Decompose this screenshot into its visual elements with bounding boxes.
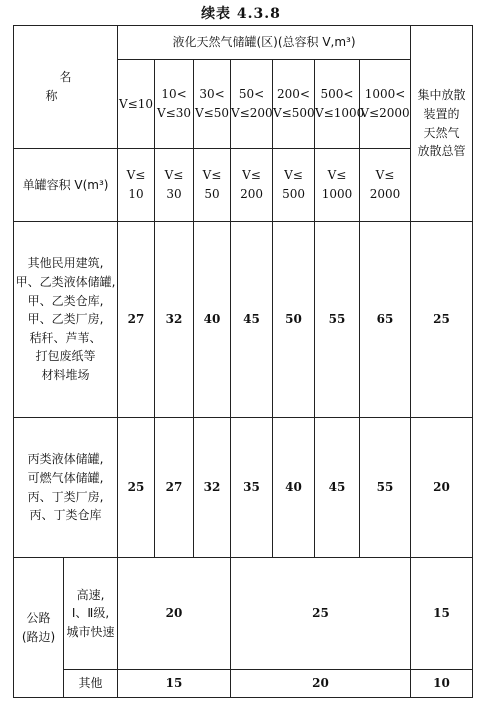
- distance-value: 15: [118, 670, 231, 698]
- single-tank-value: V≤ 1000: [315, 149, 360, 222]
- distance-value: 27: [118, 222, 155, 418]
- distance-value: 65: [360, 222, 411, 418]
- group-header-label: 液化天然气储罐(区)(总容积 V,m³): [172, 35, 356, 50]
- range-header: 200< V≤500: [273, 60, 315, 149]
- distance-value: 45: [231, 222, 273, 418]
- single-tank-value: V≤ 50: [194, 149, 231, 222]
- road-label: 公路 (路边): [14, 558, 64, 698]
- distance-value: 32: [194, 418, 231, 558]
- distance-value: 15: [411, 558, 473, 670]
- distance-value: 25: [118, 418, 155, 558]
- group-header-cell: [118, 26, 411, 60]
- distance-value: 32: [155, 222, 194, 418]
- single-tank-value: V≤ 200: [231, 149, 273, 222]
- distance-value: 20: [411, 418, 473, 558]
- single-tank-label: 单罐容积 V(m³): [14, 149, 118, 222]
- table-row: [14, 558, 473, 670]
- road-highway-label: 高速, Ⅰ、Ⅱ级, 城市快速: [64, 558, 118, 670]
- range-header: 50< V≤200: [231, 60, 273, 149]
- single-tank-value: V≤ 500: [273, 149, 315, 222]
- distance-value: 20: [231, 670, 411, 698]
- table-row: [14, 418, 473, 558]
- distance-value: 55: [360, 418, 411, 558]
- spacing-table: [13, 25, 473, 698]
- road-other-label: 其他: [64, 670, 118, 698]
- distance-value: 27: [155, 418, 194, 558]
- distance-value: 40: [194, 222, 231, 418]
- distance-value: 55: [315, 222, 360, 418]
- distance-value: 50: [273, 222, 315, 418]
- table-row: [14, 670, 473, 698]
- range-header: V≤10: [118, 60, 155, 149]
- range-header: 1000< V≤2000: [360, 60, 411, 149]
- distance-value: 25: [411, 222, 473, 418]
- header-row-1: [14, 26, 473, 60]
- distance-value: 20: [118, 558, 231, 670]
- range-header: 30< V≤50: [194, 60, 231, 149]
- distance-value: 40: [273, 418, 315, 558]
- row-label: 其他民用建筑, 甲、乙类液体储罐, 甲、乙类仓库, 甲、乙类厂房, 秸秆、芦苇、 打包废纸等 材料堆场: [14, 222, 118, 418]
- distance-value: 45: [315, 418, 360, 558]
- distance-value: 35: [231, 418, 273, 558]
- row-label: 丙类液体储罐, 可燃气体储罐, 丙、丁类厂房, 丙、丁类仓库: [14, 418, 118, 558]
- single-tank-value: V≤ 10: [118, 149, 155, 222]
- range-header: 500< V≤1000: [315, 60, 360, 149]
- name-header-label: 名 称: [45, 70, 100, 103]
- single-tank-row: [14, 149, 473, 222]
- last-col-header: 集中放散 装置的 天然气 放散总管: [411, 26, 473, 222]
- single-tank-value: V≤ 30: [155, 149, 194, 222]
- distance-value: 25: [231, 558, 411, 670]
- range-header: 10< V≤30: [155, 60, 194, 149]
- distance-value: 10: [411, 670, 473, 698]
- single-tank-value: V≤ 2000: [360, 149, 411, 222]
- table-row: [14, 222, 473, 418]
- name-header-cell: [14, 26, 118, 149]
- table-title: 续表 4.3.8: [201, 6, 281, 22]
